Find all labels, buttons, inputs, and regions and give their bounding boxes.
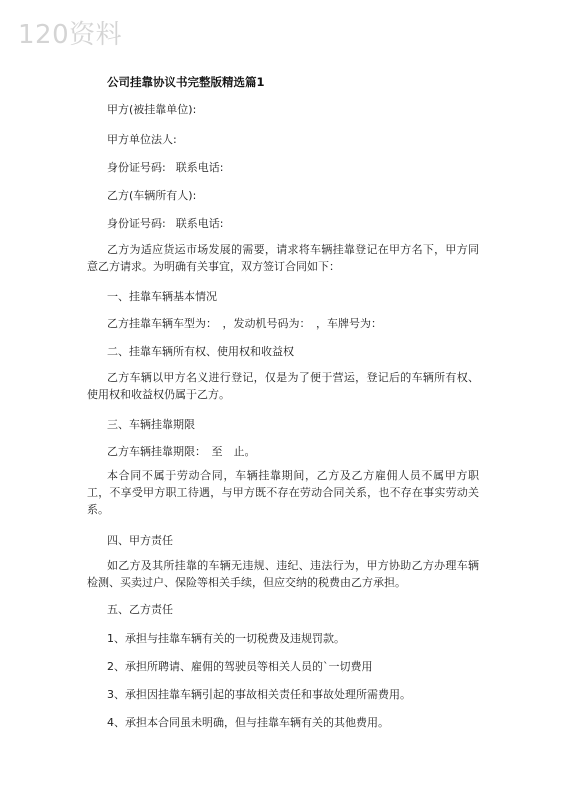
party-a-id-label: 身份证号码: (107, 161, 166, 174)
section-3-paragraph: 本合同不属于劳动合同，车辆挂靠期间，乙方及乙方雇佣人员不属甲方职工，不享受甲方职工待遇，与甲方既不存在劳动合同关系，也不存在事实劳动关系。 (87, 469, 479, 516)
party-a-phone-label: 联系电话: (175, 161, 224, 174)
section-3-period: 乙方车辆挂靠期限： 至 止。 (107, 445, 256, 458)
section-1-heading: 一、挂靠车辆基本情况 (107, 290, 217, 303)
party-b-id-label: 身份证号码: (107, 217, 166, 230)
intro-paragraph: 乙方为适应货运市场发展的需要，请求将车辆挂靠登记在甲方名下，甲方同意乙方请求。为明确有关事宜，双方签订合同如下： (87, 243, 479, 273)
party-b-label: 乙方(车辆所有人): (107, 189, 197, 202)
list-item: 4、承担本合同虽未明确，但与挂靠车辆有关的其他费用。 (107, 716, 389, 729)
list-item: 1、承担与挂靠车辆有关的一切税费及违规罚款。 (107, 632, 345, 645)
document-title: 公司挂靠协议书完整版精选篇1 (107, 75, 265, 89)
party-a-contact-row (107, 161, 223, 175)
list-item: 2、承担所聘请、雇佣的驾驶员等相关人员的`一切费用 (107, 660, 373, 673)
section-4-paragraph: 如乙方及其所挂靠的车辆无违规、违纪、违法行为，甲方协助乙方办理车辆检测、买卖过户、保险等相关手续，但应交纳的税费由乙方承担。 (87, 559, 479, 589)
section-5-heading: 五、乙方责任 (107, 603, 173, 616)
section-2-heading: 二、挂靠车辆所有权、使用权和收益权 (107, 345, 294, 358)
section-2-paragraph: 乙方车辆以甲方名义进行登记，仅是为了便于营运，登记后的车辆所有权、使用权和收益权仍属于乙方。 (87, 371, 479, 401)
watermark-logo: 120资料 (18, 20, 123, 50)
party-b-contact-row (107, 217, 223, 231)
section-4-heading: 四、甲方责任 (107, 534, 173, 547)
section-1-vehicle-info: 乙方挂靠车辆车型为： ，发动机号码为： ，车牌号为： (107, 317, 382, 330)
list-item: 3、承担因挂靠车辆引起的事故相关责任和事故处理所需费用。 (107, 688, 411, 701)
party-b-phone-label: 联系电话: (175, 217, 224, 230)
section-3-heading: 三、车辆挂靠期限 (107, 418, 195, 431)
party-a-legal-rep: 甲方单位法人: (107, 133, 177, 146)
party-a-label: 甲方(被挂靠单位): (107, 103, 197, 116)
